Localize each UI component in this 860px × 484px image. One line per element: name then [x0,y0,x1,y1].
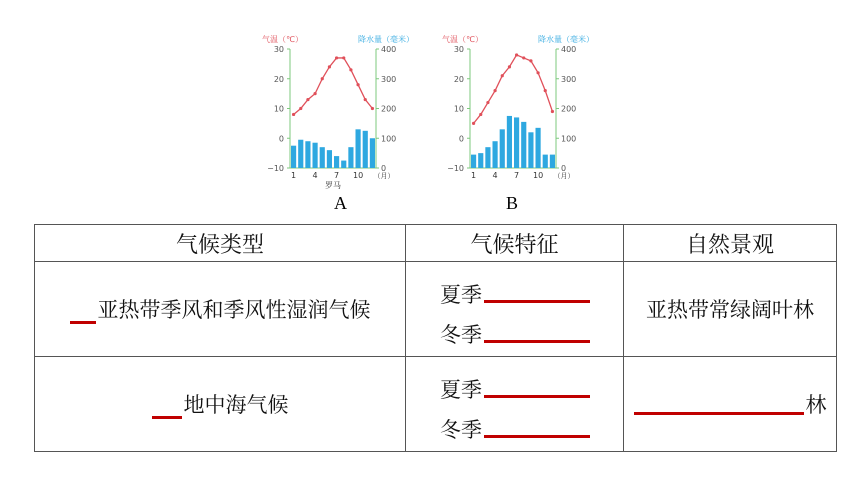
temp-tick-label: 20 [453,74,464,84]
precip-bar [521,122,526,168]
temp-tick-label: 20 [273,74,284,84]
table-header-row [35,225,837,262]
precip-tick-label: 200 [381,104,397,114]
scene-answer-blank[interactable] [634,412,804,415]
month-tick-label: 7 [334,171,340,180]
precip-bar [305,141,310,168]
natural-scene-cell [624,262,837,357]
chart-b-label: B [506,193,519,213]
summer-answer-blank[interactable] [484,300,590,303]
precip-bar [471,155,476,168]
table-row [35,357,837,452]
climate-chart-b [438,30,598,190]
winter-label: 冬季 [440,418,482,442]
precip-bar [485,147,490,168]
temp-point [342,56,345,59]
temp-tick-label: 10 [273,104,284,114]
temp-point [536,71,539,74]
temp-tick-label: −10 [267,164,284,173]
temp-tick-label: 30 [273,45,284,54]
temp-tick-label: 0 [458,134,464,144]
precip-tick-label: 400 [381,45,397,54]
natural-scene-suffix: 林 [805,393,827,417]
climate-chart-a-svg [258,30,418,190]
summer-answer-blank[interactable] [484,395,590,398]
temp-tick-label: 30 [453,45,464,54]
precip-bar [298,140,303,168]
temp-point [321,77,324,80]
precip-bar [348,147,353,168]
temp-axis-title: 气温（℃） [442,35,483,44]
temp-point [486,101,489,104]
temp-line [474,55,553,123]
precip-bar [543,155,548,168]
summer-line [440,364,623,404]
temp-point [472,122,475,125]
temp-point [515,53,518,56]
temp-point [371,107,374,110]
climate-type-cell [35,262,406,357]
temp-point [306,98,309,101]
header-climate-feature: 气候特征 [406,225,624,262]
climate-type-text: 地中海气候 [183,393,289,417]
precip-tick-label: 0 [561,164,567,173]
climate-feature-cell [406,357,624,452]
precip-bar [327,150,332,168]
summer-line [440,269,623,309]
precip-tick-label: 300 [561,74,577,84]
temp-point [364,98,367,101]
header-climate-type: 气候类型 [35,225,406,262]
temp-point [544,89,547,92]
natural-scene-text: 亚热带常绿阔叶林 [646,298,814,322]
answer-blank[interactable] [152,416,182,419]
precip-axis-title: 降水量（毫米） [358,35,414,44]
temp-point [529,59,532,62]
month-unit-label: （月） [373,172,395,180]
month-tick-label: 1 [291,171,297,180]
temp-point [292,113,295,116]
temp-point [349,68,352,71]
temp-tick-label: 10 [453,104,464,114]
temp-tick-label: −10 [447,164,464,173]
temp-point [551,110,554,113]
month-tick-label: 7 [514,171,520,180]
precip-bar [341,161,346,168]
precip-axis-title: 降水量（毫米） [538,35,594,44]
precip-bar [507,116,512,168]
summer-label: 夏季 [440,283,482,307]
climate-chart-a [258,30,418,190]
precip-bar [536,128,541,168]
summer-label: 夏季 [440,378,482,402]
precip-tick-label: 100 [381,134,397,144]
temp-point [479,113,482,116]
temp-point [335,56,338,59]
winter-label: 冬季 [440,323,482,347]
temp-point [522,56,525,59]
precip-bar [320,147,325,168]
climate-type-text: 亚热带季风和季风性湿润气候 [97,298,371,322]
precip-tick-label: 100 [561,134,577,144]
precip-tick-label: 400 [561,45,577,54]
winter-line [440,309,623,349]
precip-bar [291,146,296,168]
chart-a-label: A [334,193,347,213]
climate-table [34,224,837,452]
temp-tick-label: 0 [278,134,284,144]
precip-tick-label: 300 [381,74,397,84]
precip-bar [500,129,505,168]
temp-point [313,92,316,95]
month-tick-label: 4 [492,171,498,180]
temp-point [328,65,331,68]
precip-tick-label: 0 [381,164,387,173]
precip-bar [478,153,483,168]
temp-point [299,107,302,110]
temp-point [356,83,359,86]
precip-bar [313,143,318,168]
temp-point [501,74,504,77]
temp-point [508,65,511,68]
header-natural-scene: 自然景观 [624,225,837,262]
temp-axis-title: 气温（℃） [262,35,303,44]
winter-line [440,404,623,444]
precip-bar [334,156,339,168]
month-tick-label: 10 [352,171,364,180]
temp-line [294,58,373,115]
climate-type-cell [35,357,406,452]
table-row [35,262,837,357]
climate-chart-b-svg [438,30,598,190]
month-tick-label: 4 [312,171,318,180]
precip-bar [370,138,375,168]
natural-scene-cell [624,357,837,452]
city-name-label: 罗马 [325,181,341,190]
precip-bar [493,141,498,168]
precip-bar [514,117,519,168]
precip-bar [363,131,368,168]
winter-answer-blank[interactable] [484,340,590,343]
temp-point [493,89,496,92]
month-tick-label: 1 [471,171,477,180]
answer-blank[interactable] [70,321,96,324]
precip-bar [550,155,555,168]
month-tick-label: 10 [532,171,544,180]
precip-bar [356,129,361,168]
precip-tick-label: 200 [561,104,577,114]
winter-answer-blank[interactable] [484,435,590,438]
precip-bar [528,132,533,168]
climate-feature-cell [406,262,624,357]
month-unit-label: （月） [553,172,575,180]
